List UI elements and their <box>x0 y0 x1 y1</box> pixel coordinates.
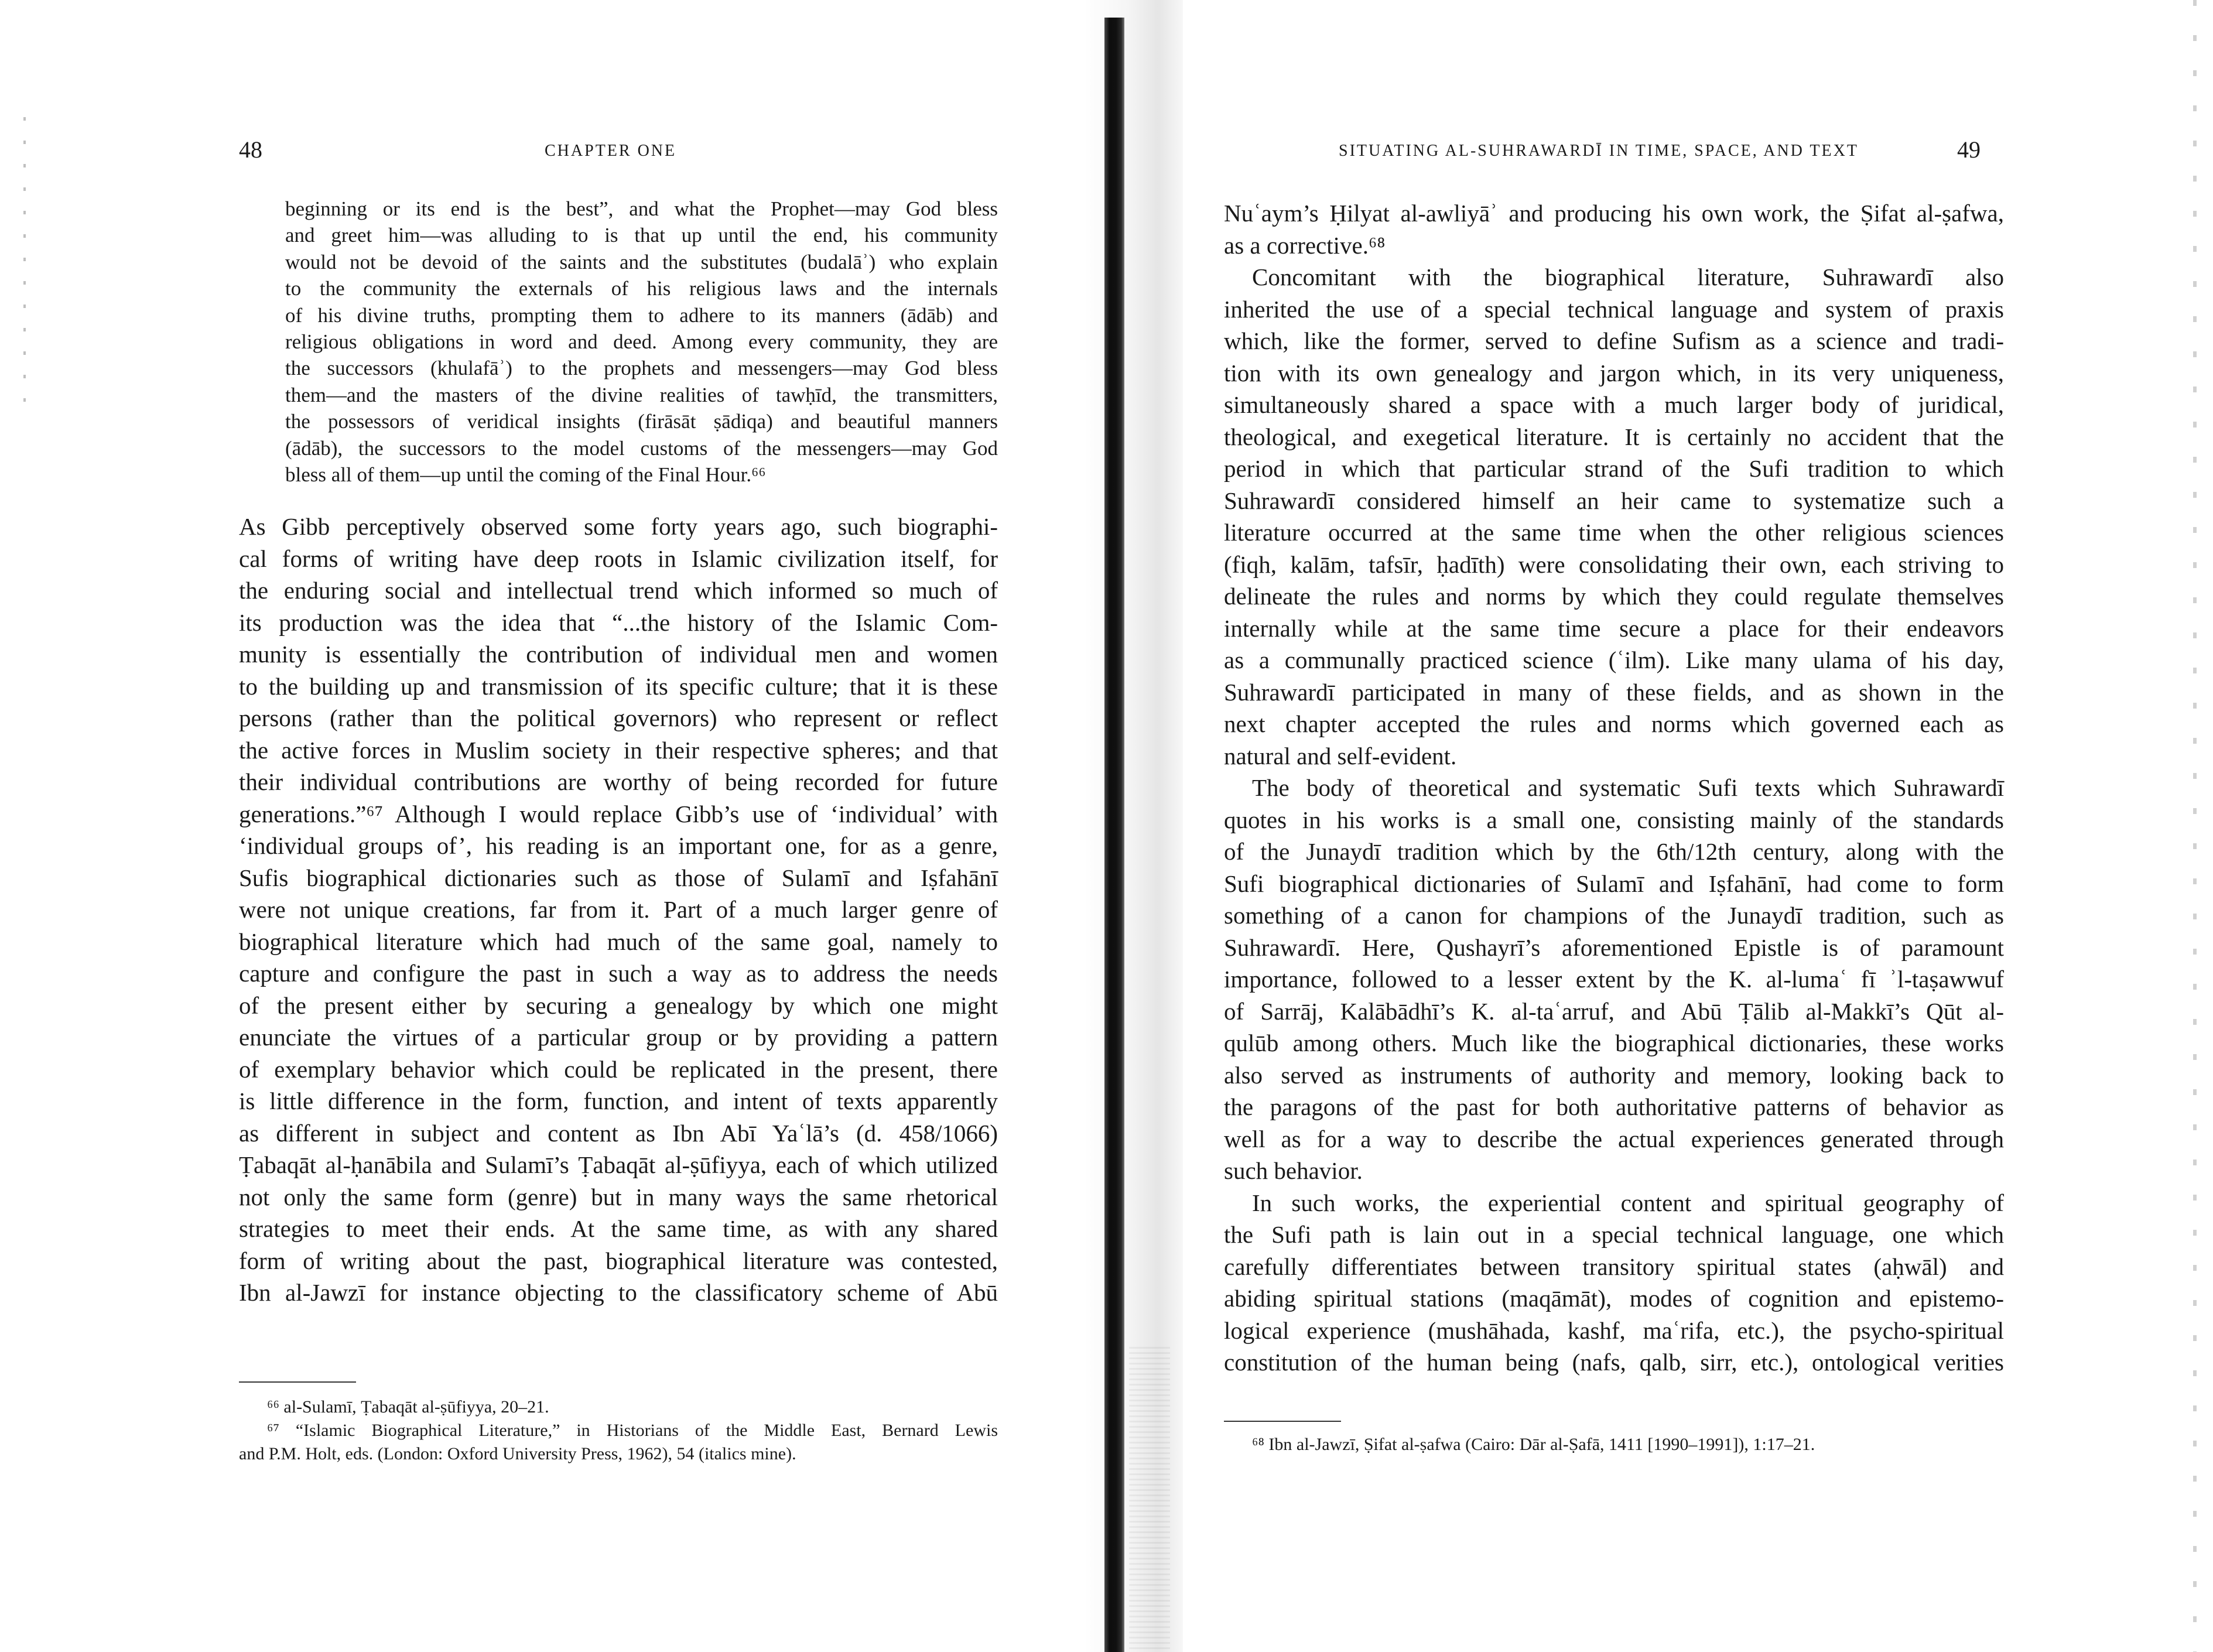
left-running-head: CHAPTER ONE <box>545 142 677 160</box>
left-body-line: cal forms of writing have deep roots in Islamic civilization itself, for <box>239 545 998 572</box>
right-body-line: In such works, the experiential content and spiritual geography of <box>1252 1189 2004 1216</box>
footnote-68: ⁶⁸ Ibn al-Jawzī, Ṣifat al-ṣafwa (Cairo: Dār al-Ṣafā, 1411 [1990–1991]), 1:17–21. <box>1252 1435 1815 1454</box>
right-body-line: Sufi biographical dictionaries of Sulamī and Iṣfahānī, had come to form <box>1224 870 2004 897</box>
left-extract-line: (ādāb), the successors to the model customs of the messengers—may God <box>285 436 998 460</box>
left-body-text <box>239 511 998 1309</box>
left-block-quote <box>285 196 998 488</box>
left-extract-line: beginning or its end is the best”, and what the Prophet—may God bless <box>285 197 998 220</box>
right-body-line: tion with its own genealogy and jargon which, in its very uniqueness, <box>1224 359 2004 387</box>
right-body-line: Nuʿaym’s Ḥilyat al-awliyāʾ and producing his own work, the Ṣifat al-ṣafwa, <box>1224 200 2004 227</box>
left-body-line: Ṭabaqāt al-ḥanābila and Sulamī’s Ṭabaqāt al-ṣūfiyya, each of which utilized <box>239 1151 998 1178</box>
left-body-line: persons (rather than the political governors) who represent or reflect <box>239 704 998 731</box>
right-body-line: simultaneously shared a space with a much larger body of juridical, <box>1224 391 2004 418</box>
left-body-line: not only the same form (genre) but in many ways the same rhetorical <box>239 1183 998 1210</box>
right-body-line: internally while at the same time secure a place for their endeavors <box>1224 614 2004 642</box>
left-body-line: their individual contributions are worthy of being recorded for future <box>239 768 998 795</box>
right-body-line: Concomitant with the biographical literature, Suhrawardī also <box>1252 264 2004 290</box>
left-extract-line: the possessors of veridical insights (firāsāt ṣādiqa) and beautiful manners <box>285 410 998 433</box>
right-body-line: Suhrawardī. Here, Qushayrī’s aforementioned Epistle is of paramount <box>1224 933 2004 961</box>
right-body-line: Suhrawardī participated in many of these fields, and as shown in the <box>1224 678 2004 706</box>
left-page-number: 48 <box>239 136 262 163</box>
right-body-line: which, like the former, served to define Sufism as a science and tradi- <box>1224 327 2004 354</box>
left-body-line: Sufis biographical dictionaries such as those of Sulamī and Iṣfahānī <box>239 864 998 891</box>
left-body-line: enunciate the virtues of a particular group or by providing a pattern <box>239 1024 998 1051</box>
left-body-line: Ibn al-Jawzī for instance objecting to the classificatory scheme of Abū <box>239 1279 998 1306</box>
right-page-number: 49 <box>1957 136 1981 163</box>
right-body-line: (fiqh, kalām, tafsīr, ḥadīth) were consolidating their own, each striving to <box>1224 550 2004 578</box>
right-footnote-rule <box>1224 1421 1341 1422</box>
left-body-line: munity is essentially the contribution of individual men and women <box>239 641 998 668</box>
left-extract-line: to the community the externals of his religious laws and the internals <box>285 277 998 300</box>
gutter-page-edges <box>1129 1347 1170 1652</box>
left-body-line: capture and configure the past in such a way as to address the needs <box>239 960 998 987</box>
right-body-line: also served as instruments of authority and memory, looking back to <box>1224 1061 2004 1089</box>
left-body-line: is little difference in the form, function, and intent of texts apparently <box>239 1087 998 1114</box>
left-body-line: were not unique creations, far from it. Part of a much larger genre of <box>239 896 998 923</box>
left-body-line: the enduring social and intellectual trend which informed so much of <box>239 577 998 604</box>
left-extract-line: bless all of them—up until the coming of the Final Hour.⁶⁶ <box>285 463 766 486</box>
footnote-66: ⁶⁶ al-Sulamī, Ṭabaqāt al-ṣūfiyya, 20–21. <box>267 1397 549 1417</box>
left-body-line: biographical literature which had much of the same goal, namely to <box>239 928 998 955</box>
left-body-line: to the building up and transmission of its specific culture; that it is these <box>239 672 998 700</box>
right-body-line: Suhrawardī considered himself an heir came to systematize such a <box>1224 487 2004 514</box>
right-body-line: natural and self-evident. <box>1224 742 1457 769</box>
right-body-line: carefully differentiates between transitory spiritual states (aḥwāl) and <box>1224 1253 2004 1280</box>
right-body-line: qulūb among others. Much like the biographical dictionaries, these works <box>1224 1029 2004 1056</box>
left-body-line: as different in subject and content as Ibn Abī Yaʿlā’s (d. 458/1066) <box>239 1119 998 1147</box>
book-gutter <box>1104 18 1124 1652</box>
left-extract-line: them—and the masters of the divine realities of tawḥīd, the transmitters, <box>285 383 998 406</box>
footnote-67: ⁶⁷ “Islamic Biographical Literature,” in Historians of the Middle East, Bernard Lewis <box>267 1421 998 1440</box>
left-body-line: generations.”⁶⁷ Although I would replace Gibb’s use of ‘individual’ with <box>239 800 998 827</box>
right-body-line: quotes in his works is a small one, consisting mainly of the standards <box>1224 806 2004 833</box>
left-body-line: As Gibb perceptively observed some forty years ago, such biographi- <box>239 513 998 540</box>
right-body-line: well as for a way to describe the actual experiences generated through <box>1224 1125 2004 1152</box>
left-extract-line: the successors (khulafāʾ) to the prophets and messengers—may God bless <box>285 357 998 380</box>
left-extract-line: of his divine truths, prompting them to adhere to its manners (ādāb) and <box>285 303 998 327</box>
right-body-line: delineate the rules and norms by which they could regulate themselves <box>1224 583 2004 610</box>
left-body-line: its production was the idea that “...the history of the Islamic Com- <box>239 608 998 636</box>
right-footnotes <box>1224 1433 2004 1456</box>
left-extract-line: and greet him—was alluding to is that up until the end, his community <box>285 224 998 247</box>
right-running-head: SITUATING AL-SUHRAWARDĪ IN TIME, SPACE, AND TEXT <box>1339 142 1859 160</box>
right-body-line: such behavior. <box>1224 1157 1363 1184</box>
right-body-line: theological, and exegetical literature. It is certainly no accident that the <box>1224 423 2004 450</box>
right-body-line: as a communally practiced science (ʿilm). Like many ulama of his day, <box>1224 647 2004 673</box>
right-body-line: next chapter accepted the rules and norms which governed each as <box>1224 710 2004 737</box>
right-body-line: the paragons of the past for both authoritative patterns of behavior as <box>1224 1093 2004 1120</box>
right-body-line: abiding spiritual stations (maqāmāt), modes of cognition and epistemo- <box>1224 1285 2004 1312</box>
footnote-67-continued: and P.M. Holt, eds. (London: Oxford University Press, 1962), 54 (italics mine). <box>239 1444 796 1463</box>
right-body-line: as a corrective.⁶⁸ <box>1224 231 1386 259</box>
right-body-line: literature occurred at the same time when the other religious sciences <box>1224 519 2004 546</box>
right-body-line: The body of theoretical and systematic Sufi texts which Suhrawardī <box>1252 774 2004 801</box>
right-body-line: logical experience (mushāhada, kashf, maʿrifa, etc.), the psycho-spiritual <box>1224 1316 2004 1344</box>
right-body-line: constitution of the human being (nafs, qalb, sirr, etc.), ontological verities <box>1224 1349 2004 1376</box>
left-footnotes <box>239 1396 998 1466</box>
left-body-line: of exemplary behavior which could be replicated in the present, there <box>239 1055 998 1083</box>
left-extract-line: religious obligations in word and deed. Among every community, they are <box>285 330 998 353</box>
left-body-line: the active forces in Muslim society in their respective spheres; and that <box>239 736 998 764</box>
right-body-text <box>1224 197 2004 1379</box>
left-footnote-rule <box>239 1381 356 1383</box>
right-body-line: something of a canon for champions of the Junaydī tradition, such as <box>1224 902 2004 929</box>
right-body-line: importance, followed to a lesser extent by the K. al-lumaʿ fī ʾl-taṣawwuf <box>1224 966 2004 993</box>
left-extract-line: would not be devoid of the saints and the substitutes (budalāʾ) who explain <box>285 250 998 273</box>
page-edge-right <box>2193 0 2197 1652</box>
right-body-line: of the Junaydī tradition which by the 6th/12th century, along with the <box>1224 838 2004 865</box>
right-body-line: period in which that particular strand of the Sufi tradition to which <box>1224 455 2004 482</box>
left-body-line: of the present either by securing a genealogy by which one might <box>239 991 998 1019</box>
left-body-line: ‘individual groups of’, his reading is an important one, for as a genre, <box>239 832 998 859</box>
right-body-line: inherited the use of a special technical language and system of praxis <box>1224 295 2004 323</box>
left-body-line: strategies to meet their ends. At the same time, as with any shared <box>239 1215 998 1242</box>
page-edge-left <box>23 117 26 410</box>
right-body-line: the Sufi path is lain out in a special technical language, one which <box>1224 1221 2004 1248</box>
left-body-line: form of writing about the past, biographical literature was contested, <box>239 1247 998 1274</box>
right-body-line: of Sarrāj, Kalābādhī’s K. al-taʿarruf, and Abū Ṭālib al-Makkī’s Qūt al- <box>1224 997 2004 1025</box>
